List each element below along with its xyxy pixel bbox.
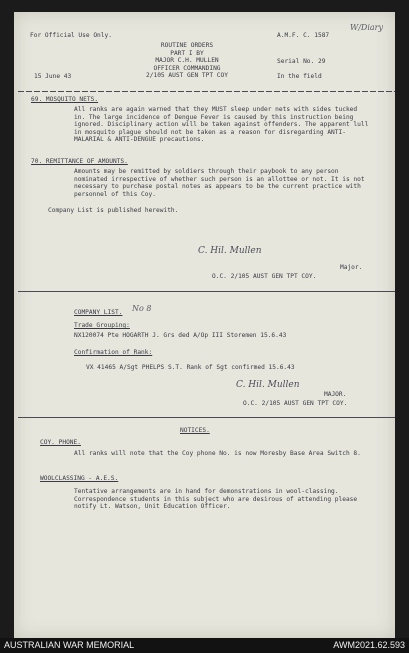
archive-footer (0, 638, 409, 653)
title-block (132, 42, 242, 80)
title-line: MAJOR C.H. MULLEN (155, 57, 219, 65)
divider (18, 417, 395, 418)
divider (18, 91, 395, 92)
woolclassing-heading: WOOLCLASSING - A.E.S. (40, 475, 119, 482)
footer-institution: AUSTRALIAN WAR MEMORIAL (4, 640, 135, 650)
title-line: OFFICER COMMANDING (153, 64, 221, 72)
order-date: 15 June 43 (34, 73, 72, 80)
official-use-label: For Official Use Only. (30, 32, 112, 39)
divider (18, 291, 395, 292)
signature-1-rank: Major. (340, 264, 363, 271)
section-69-body: All ranks are again warned that they MUST sleep under nets with sides tucked in. The large incidence of Dengue Fever is caused by this instruction being ignored. Disciplinary action will be taken against offenders. The apparent lull in mosquito plague should not be taken as a reason for disregarding ANTI-MALARIAL & ANTI-DENGUE precautions. (74, 106, 369, 144)
location: In the field (277, 73, 322, 80)
signature-1-title: O.C. 2/105 AUST GEN TPT COY. (212, 273, 317, 280)
company-list-note: Company List is published herewith. (48, 207, 179, 214)
section-69-heading: 69. MOSQUITO NETS. (31, 96, 99, 103)
company-list-number: No 8 (132, 304, 152, 313)
company-list-heading: COMPANY LIST. (74, 309, 123, 316)
handwritten-wdiary: W/Diary (350, 23, 384, 32)
confirmation-of-rank-heading: Confirmation of Rank: (74, 349, 153, 356)
section-70-body: Amounts may be remitted by soldiers through their paybook to any person nominated irrespective of whether such person is an allottee or not. It is not necessary to purchase postal notes as appears to be the current practice with personnel of this Coy. (74, 168, 365, 198)
title-line: 2/105 AUST GEN TPT COY (146, 72, 228, 80)
coy-phone-body: All ranks will note that the Coy phone No. is now Moresby Base Area Switch 8. (74, 450, 361, 457)
section-70-heading: 70. REMITTANCE OF AMOUNTS. (31, 158, 128, 165)
title-line: ROUTINE ORDERS (160, 42, 214, 49)
signature-2-title: O.C. 2/105 AUST GEN TPT COY. (243, 400, 348, 407)
form-ref: A.M.F. C. 1587 (277, 32, 330, 39)
title-line: PART I BY (170, 49, 204, 57)
footer-accession-id: AWM2021.62.593 (333, 640, 405, 650)
signature-1: C. Hil. Mullen (198, 246, 262, 256)
confirmation-of-rank-entry: VX 41465 A/Sgt PHELPS S.T. Rank of Sgt confirmed 15.6.43 (86, 364, 295, 371)
notices-heading: NOTICES. (180, 427, 210, 434)
coy-phone-heading: COY. PHONE. (40, 439, 81, 446)
trade-grouping-entry: NX120074 Pte HOGARTH J. Grs ded A/Op III Storemen 15.6.43 (74, 332, 287, 339)
document-page (14, 12, 395, 638)
woolclassing-body: Tentative arrangements are in hand for demonstrations in wool-classing. Correspondence students in this subject who are desirous of attending please notify Lt. Watson, Unit Education Officer. (74, 488, 358, 511)
signature-2-rank: MAJOR. (324, 391, 347, 398)
trade-grouping-heading: Trade Grouping: (74, 322, 130, 329)
signature-2: C. Hil. Mullen (236, 380, 300, 390)
serial-number: Serial No. 29 (277, 58, 326, 65)
